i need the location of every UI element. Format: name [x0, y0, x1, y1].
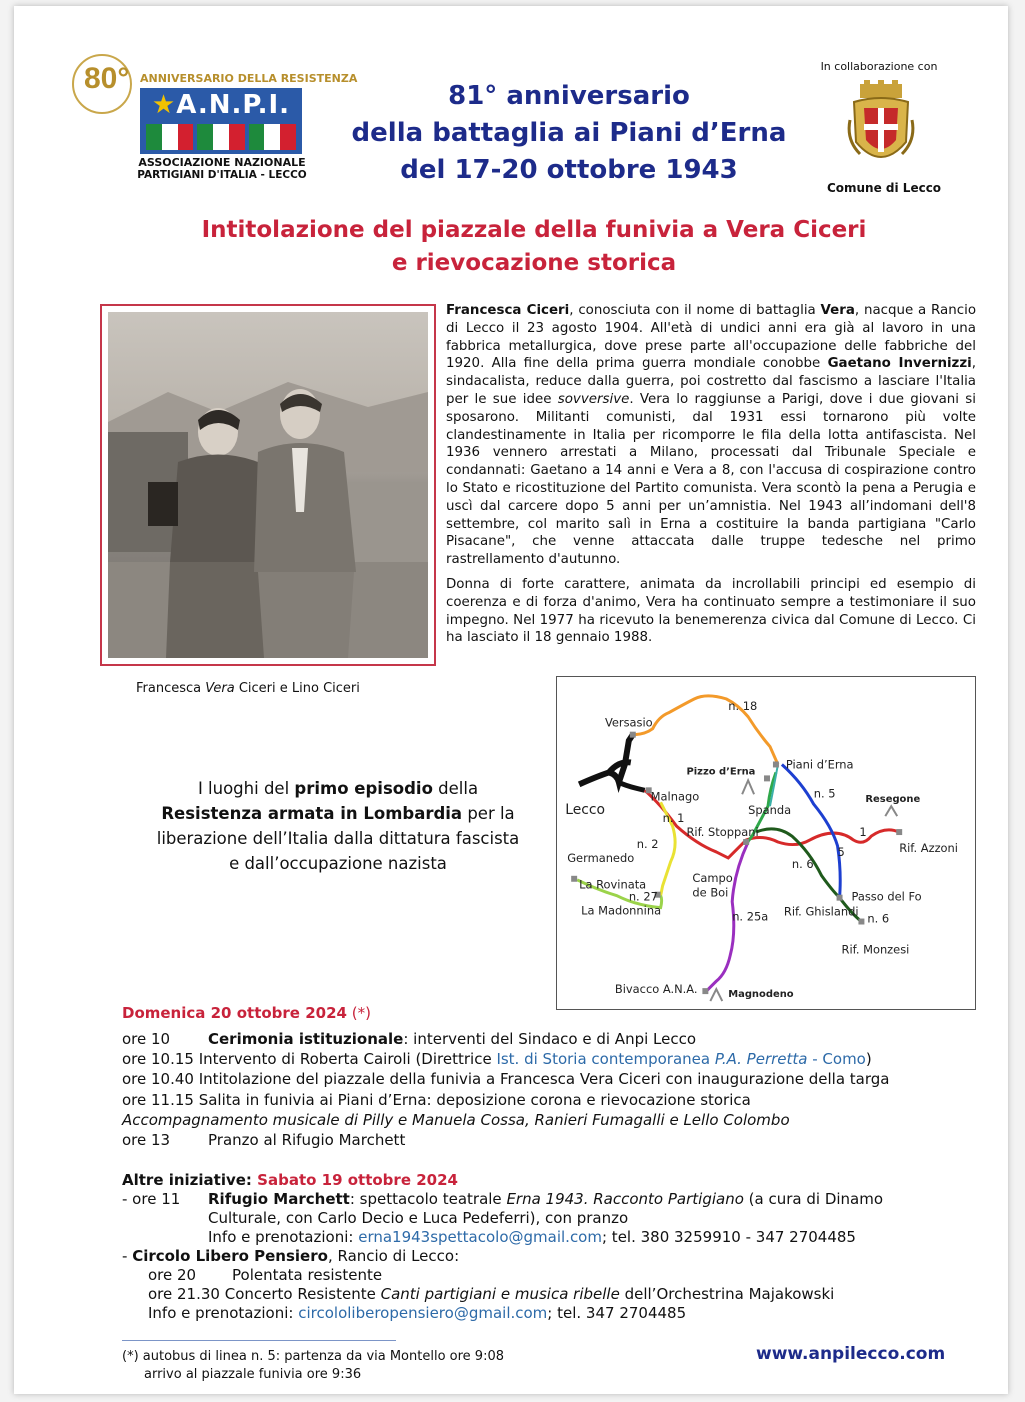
biography-paragraph-2: Donna di forte carattere, animata da incrollabili principi ed esempio di coerenza e di forza d'animo, Vera ha continuato sempre a testimoniare il suo impegno. Nel 1977 ha ricevuto la benemerenza civica dal Comune di Lecco. Ci ha lasciato il 18 gennaio 1988. — [446, 576, 976, 646]
label-n18: n. 18 — [728, 698, 758, 713]
anpi-name: A.N.P.I. — [176, 90, 291, 120]
label-spanda: Spanda — [748, 803, 792, 818]
program-item: ore 10.40 Intitolazione del piazzale della funivia a Francesca Vera Ciceri con inaugurazione della targa — [122, 1070, 890, 1089]
label-bivacco-ana: Bivacco A.N.A. — [614, 982, 698, 997]
other-initiatives-heading: Altre iniziative: Sabato 19 ottobre 2024 — [122, 1171, 458, 1189]
mountain-icon-resegone — [885, 806, 897, 816]
label-rif-ghislandi: Rif. Ghislandi — [783, 904, 859, 919]
italian-flags-icon — [146, 124, 296, 150]
label-germanedo: Germanedo — [567, 850, 635, 865]
label-n5-b: 5 — [837, 844, 845, 859]
event-subtitle: Intitolazione del piazzale della funivia a Vera Ciceri e rievocazione storica — [201, 217, 867, 276]
anniversary-number: 80° — [84, 62, 130, 95]
label-passo-del-fo: Passo del Fo — [851, 889, 922, 904]
label-resegone: Resegone — [865, 794, 921, 806]
program-item: ore 10.15 Intervento di Roberta Cairoli (Direttrice Ist. di Storia contemporanea P.A. Perretta - Como) — [122, 1050, 872, 1069]
program-item: Accompagnamento musicale di Pilly e Manuela Cossa, Ranieri Fumagalli e Lello Colombo — [122, 1110, 790, 1129]
footnote: (*) autobus di linea n. 5: partenza da via Montello ore 9:08 arrivo al piazzale funivia ore 9:36 — [122, 1349, 504, 1382]
initiative-item: - ore 11 Rifugio Marchett: spettacolo teatrale Erna 1943. Racconto Partigiano (a cura di Dinamo — [122, 1190, 884, 1208]
mountain-icon-magnodeno — [710, 989, 722, 1001]
label-lecco: Lecco — [565, 802, 606, 819]
label-la-rovinata: La Rovinata — [579, 877, 647, 892]
collaboration-label: In collaborazione con — [820, 60, 938, 73]
program-item: ore 11.15 Salita in funivia ai Piani d’Erna: deposizione corona e rievocazione storica — [122, 1090, 751, 1109]
label-n6-b: n. 6 — [867, 911, 890, 926]
label-piani-erna: Piani d’Erna — [785, 757, 854, 772]
email-link[interactable]: circololiberopensiero@gmail.com — [298, 1304, 548, 1322]
flyer-page — [14, 6, 1008, 1394]
historic-photo — [100, 304, 436, 666]
label-de-boi: de Boi — [692, 885, 729, 900]
star-icon: ★ — [151, 90, 177, 120]
program-list — [122, 1029, 1002, 1150]
program-date-heading: Domenica 20 ottobre 2024 (*) — [122, 1004, 371, 1022]
label-n5-a: n. 5 — [813, 786, 836, 801]
label-rif-azzoni: Rif. Azzoni — [899, 840, 958, 855]
program-item: ore 13 Pranzo al Rifugio Marchett — [122, 1131, 406, 1150]
label-n1-a: n. 1 — [662, 811, 685, 826]
biography-paragraph-1: Francesca Ciceri, conosciuta con il nome di battaglia Vera, nacque a Rancio di Lecco il 23 agosto 1904. All'età di undici anni era già al lavoro in una fabbrica metallurgica, dove prese parte all'occupazione delle fabbriche del 1920. Alla fine della prima guerra mondiale conobbe Gaetano Invernizzi, sindacalista, reduce dalla guerra, poi costretto dal fascismo a lasciare l'Italia per le sue idee sovversive. Vera lo raggiunse a Parigi, dove i due giovani si sposarono. Militanti comunisti, dal 1931 essi tornarono più volte clandestinamente in Italia per ricomporre le fila della lotta antifascista. Nel 1936 vennero arrestati a Milano, processati dal Tribunale Speciale e condannati: Gaetano a 14 anni e Vera a 8, con l'accusa di cospirazione contro lo Stato e ricostituzione del Partito comunista. Vera scontò la pena a Perugia e uscì dal carcere dopo 5 anni per un’amnistia. Nel 1943 all’indomani dell'8 settembre, col marito salì in Erna a costituire la banda partigiana "Carlo Pisacane", che venne attaccata dalle truppe tedesche nel primo rastrellamento d'autunno. — [446, 303, 977, 568]
label-n2: n. 2 — [636, 836, 659, 851]
label-rif-monzesi: Rif. Monzesi — [841, 942, 910, 957]
trail-map — [556, 676, 976, 1010]
label-n25a: n. 25a — [732, 909, 769, 924]
page-title: 81° anniversario della battaglia ai Piani d’Erna del 17-20 ottobre 1943 — [351, 81, 787, 185]
website-link[interactable]: www.anpilecco.com — [756, 1344, 946, 1364]
mountain-icon-pizzo — [742, 780, 754, 794]
label-n27: n. 27 — [628, 889, 658, 904]
places-description: I luoghi del primo episodio della Resistenza armata in Lombardia per la liberazione dell’Italia dalla dittatura fascista e dall’occupazione nazista — [156, 779, 520, 873]
label-magnodeno: Magnodeno — [728, 989, 794, 1001]
initiative-item: - Circolo Libero Pensiero, Rancio di Lecco: — [122, 1247, 460, 1265]
label-rif-stoppani: Rif. Stoppani — [686, 825, 759, 840]
anpi-logo — [72, 52, 358, 192]
biography-text — [446, 302, 976, 654]
photo-caption: Francesca Vera Ciceri e Lino Ciceri — [136, 681, 360, 696]
program-item: ore 10 Cerimonia istituzionale: interventi del Sindaco e di Anpi Lecco — [122, 1030, 697, 1048]
label-malnago: Malnago — [650, 789, 700, 804]
association-name: ASSOCIAZIONE NAZIONALE PARTIGIANI D'ITALIA - LECCO — [137, 156, 307, 181]
label-campo: Campo — [692, 870, 733, 885]
label-la-madonnina: La Madonnina — [581, 903, 662, 918]
footnote-separator — [122, 1340, 396, 1341]
couple-photo-illustration — [108, 312, 428, 658]
anpi-banner — [140, 88, 302, 154]
label-pizzo-erna: Pizzo d’Erna — [686, 766, 756, 778]
trail-n5 — [782, 764, 840, 897]
comune-name: Comune di Lecco — [826, 181, 942, 195]
comune-crest-icon — [846, 80, 916, 176]
label-n6-a: n. 6 — [791, 856, 814, 871]
label-versasio: Versasio — [604, 715, 653, 730]
email-link[interactable]: erna1943spettacolo@gmail.com — [358, 1228, 602, 1246]
label-n1-b: 1 — [859, 825, 867, 840]
anniversary-text: ANNIVERSARIO DELLA RESISTENZA — [140, 72, 358, 85]
other-initiatives: Altre iniziative: Sabato 19 ottobre 2024 - ore 11 Rifugio Marchett: spettacolo teatrale Erna 1943. Racconto Partigiano (a cura di Dinamo Culturale, con Carlo Decio e Luca Pedeferri), con pranzo Info e prenotazioni: erna1943spettacolo@gmail.com; tel. 380 3259910 - 347 2704485 - Circolo Libero Pensiero, Rancio di Lecco: ore 20 Polentata resistente ore 21.30 Concerto Resistente Canti partigiani e musica ribelle dell’Orchestrina Majakowski Info e prenotazioni: circololiberopensiero@gmail.com; tel. 347 2704485 — [122, 1171, 1002, 1323]
